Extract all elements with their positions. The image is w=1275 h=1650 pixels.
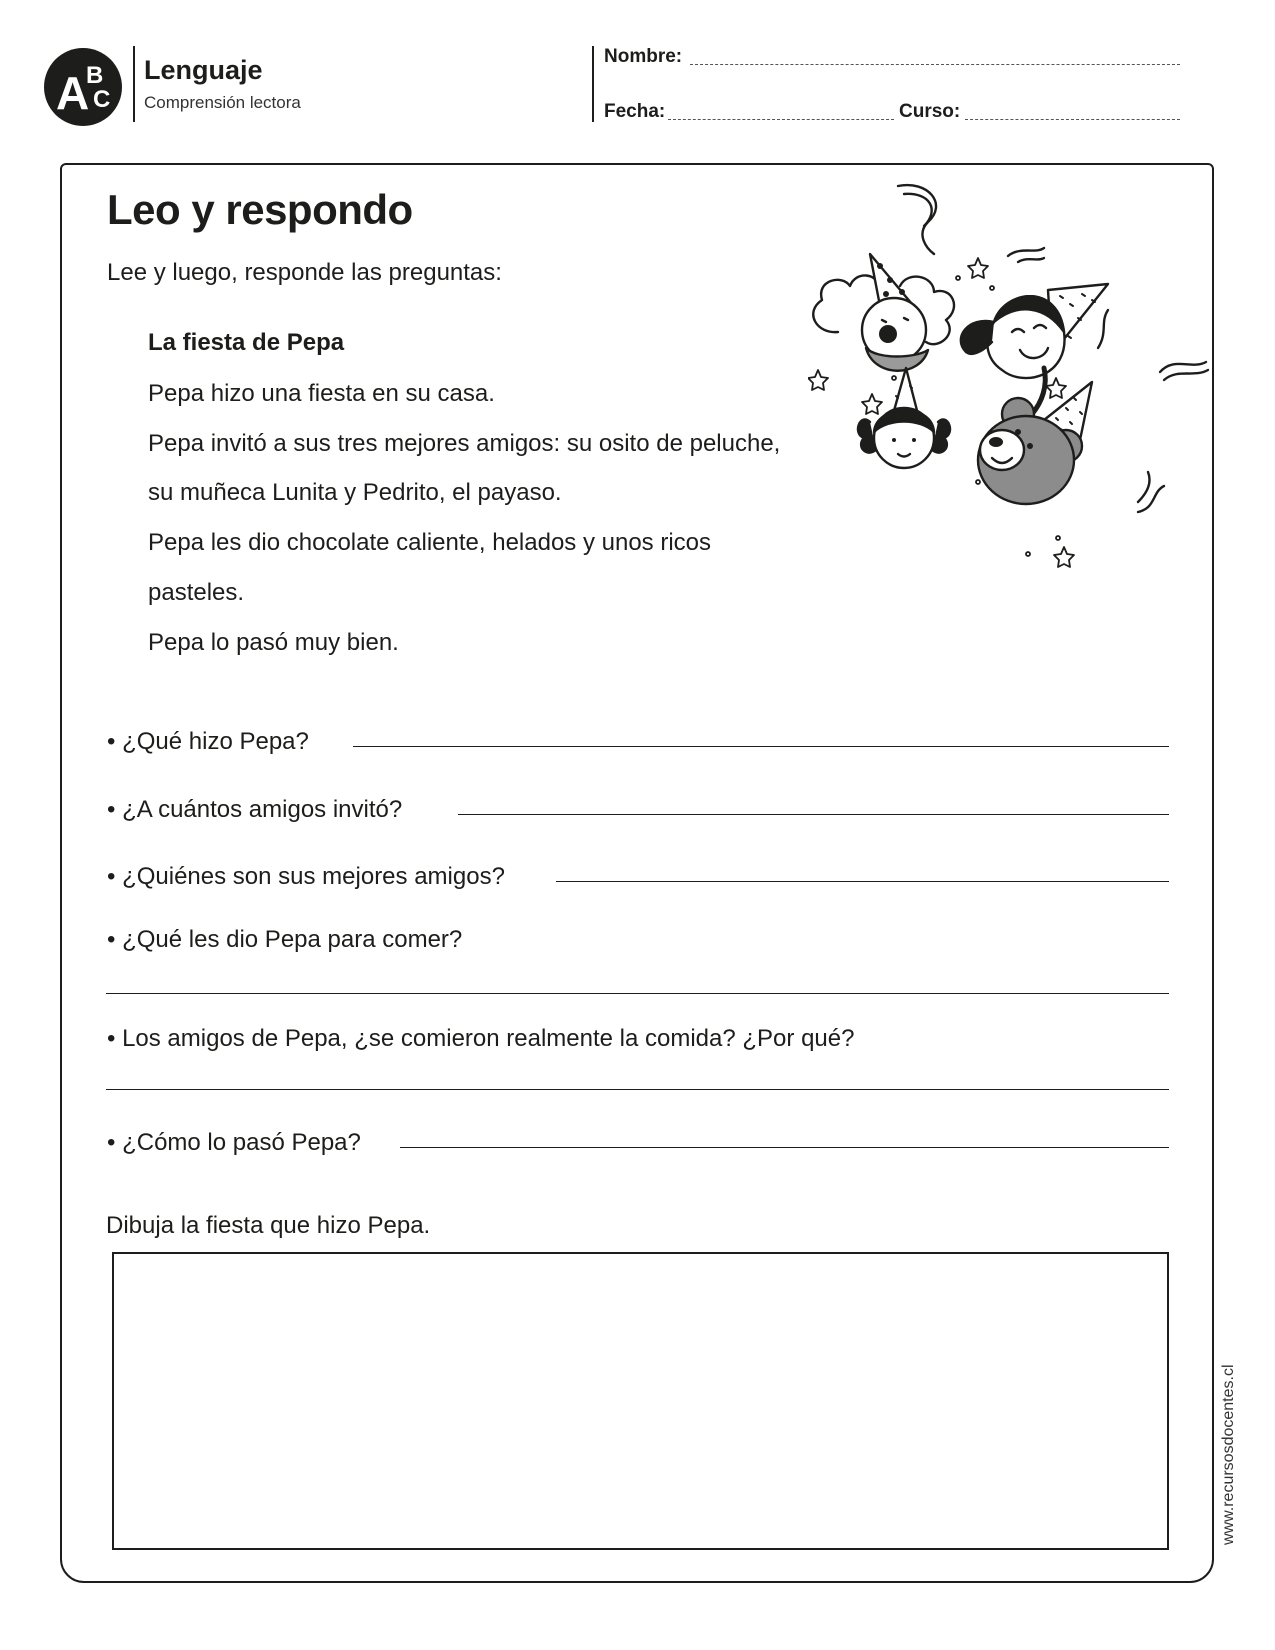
question-6: • ¿Cómo lo pasó Pepa?: [107, 1129, 361, 1156]
streamer-icon: [1138, 472, 1150, 502]
answer-line-5[interactable]: [106, 1089, 1169, 1090]
logo-letter-a: A: [56, 67, 90, 119]
streamer-icon: [1098, 310, 1108, 348]
drawing-box[interactable]: [112, 1252, 1169, 1550]
activity-title: Leo y respondo: [107, 186, 413, 233]
date-label: Fecha:: [604, 101, 666, 122]
subject-title: Lenguaje: [144, 55, 263, 85]
story-line: pasteles.: [148, 579, 245, 606]
course-field[interactable]: [965, 119, 1180, 120]
teddy-bear-face-icon: [978, 382, 1092, 504]
story-line: Pepa lo pasó muy bien.: [148, 629, 399, 656]
answer-line-1[interactable]: [353, 746, 1169, 747]
streamer-icon: [1008, 248, 1044, 256]
drawing-instruction: Dibuja la fiesta que hizo Pepa.: [106, 1212, 431, 1239]
question-5: • Los amigos de Pepa, ¿se comieron realmente la comida? ¿Por qué?: [107, 1025, 855, 1052]
story-line: Pepa les dio chocolate caliente, helados y unos ricos: [148, 529, 712, 556]
story-line: Pepa invitó a sus tres mejores amigos: su osito de peluche,: [148, 430, 781, 457]
date-field[interactable]: [668, 119, 894, 120]
header-divider: [133, 46, 135, 122]
subject-subtitle: Comprensión lectora: [144, 93, 301, 112]
activity-instruction: Lee y luego, responde las preguntas:: [107, 259, 502, 286]
story-line: Pepa hizo una fiesta en su casa.: [148, 380, 495, 407]
abc-logo-icon: [43, 47, 123, 127]
course-label: Curso:: [899, 101, 961, 122]
website-credit: www.recursosdocentes.cl: [1220, 1364, 1237, 1545]
logo-letter-c: C: [93, 86, 111, 113]
streamer-icon: [1018, 258, 1044, 262]
logo-letter-b: B: [86, 62, 104, 89]
question-1: • ¿Qué hizo Pepa?: [107, 728, 309, 755]
clown-face-icon: [813, 254, 954, 371]
question-2: • ¿A cuántos amigos invitó?: [107, 796, 403, 823]
name-field[interactable]: [690, 64, 1180, 65]
doll-face-icon: [858, 368, 950, 468]
answer-line-3[interactable]: [556, 881, 1169, 882]
name-label: Nombre:: [604, 46, 683, 67]
question-3: • ¿Quiénes son sus mejores amigos?: [107, 863, 505, 890]
story-title: La fiesta de Pepa: [148, 329, 345, 356]
streamer-icon: [1160, 362, 1206, 372]
question-4: • ¿Qué les dio Pepa para comer?: [107, 926, 463, 953]
streamer-icon: [904, 194, 932, 226]
story-line: su muñeca Lunita y Pedrito, el payaso.: [148, 479, 562, 506]
answer-line-6[interactable]: [400, 1147, 1169, 1148]
streamer-icon: [1164, 370, 1208, 380]
answer-line-4[interactable]: [106, 993, 1169, 994]
answer-line-2[interactable]: [458, 814, 1169, 815]
party-characters-illustration: [808, 182, 1218, 582]
fields-divider: [592, 46, 594, 122]
